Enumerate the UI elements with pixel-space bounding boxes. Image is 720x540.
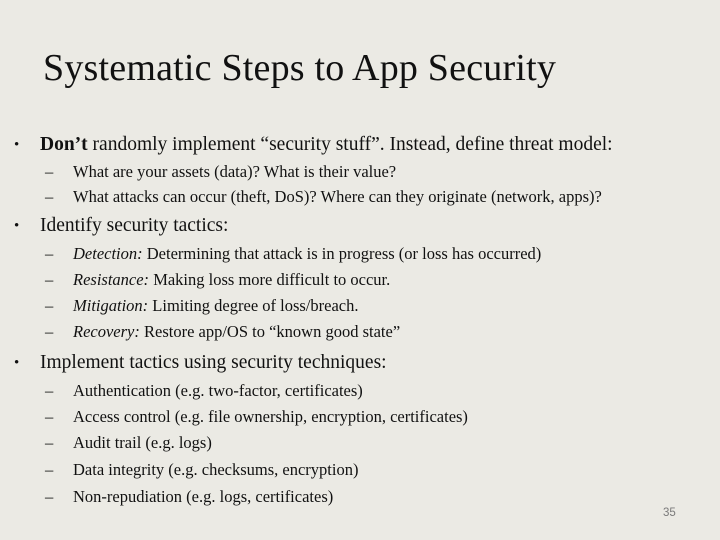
sub-bullet-text: Non-repudiation (e.g. logs, certificates) <box>73 487 334 506</box>
bullet-icon: • <box>14 137 20 153</box>
dash-icon: – <box>45 270 54 289</box>
tactic-description: Limiting degree of loss/breach. <box>148 296 359 315</box>
tactic-term: Resistance: <box>73 270 150 289</box>
sub-bullet-text: What are your assets (data)? What is their value? <box>73 162 397 181</box>
dash-icon: – <box>45 244 54 263</box>
sub-bullet-text <box>73 321 400 343</box>
dash-icon: – <box>45 460 54 479</box>
slide-title: Systematic Steps to App Security <box>43 47 557 89</box>
sub-bullet-text: Audit trail (e.g. logs) <box>73 433 212 452</box>
bullet-text: Implement tactics using security techniques: <box>40 352 387 373</box>
sub-bullet-text: What attacks can occur (theft, DoS)? Where can they originate (network, apps)? <box>73 187 602 206</box>
tactic-description: Making loss more difficult to occur. <box>149 270 391 289</box>
sub-bullet-text: Data integrity (e.g. checksums, encryption) <box>73 460 359 479</box>
tactic-term: Detection: <box>73 244 143 263</box>
page-number: 35 <box>663 507 676 519</box>
tactic-term: Mitigation: <box>73 296 149 315</box>
dash-icon: – <box>45 407 54 426</box>
tactic-description: Determining that attack is in progress (or loss has occurred) <box>142 244 542 263</box>
bullet-text <box>40 132 613 158</box>
dash-icon: – <box>45 487 54 506</box>
sub-bullet-text: Access control (e.g. file ownership, encryption, certificates) <box>73 407 468 426</box>
dash-icon: – <box>45 187 54 206</box>
dash-icon: – <box>45 433 54 452</box>
bullet-text: Identify security tactics: <box>40 215 229 236</box>
dash-icon: – <box>45 296 54 315</box>
bullet-text-rest: randomly implement “security stuff”. Instead, define threat model: <box>87 134 613 155</box>
bullet-emphasis: Don’t <box>40 134 88 155</box>
sub-bullet-text <box>73 269 390 291</box>
sub-bullet-text: Authentication (e.g. two-factor, certificates) <box>73 381 363 400</box>
tactic-description: Restore app/OS to “known good state” <box>139 322 401 341</box>
bullet-icon: • <box>14 218 20 234</box>
dash-icon: – <box>45 162 54 181</box>
tactic-term: Recovery: <box>73 322 140 341</box>
sub-bullet-text <box>73 243 541 265</box>
dash-icon: – <box>45 322 54 341</box>
sub-bullet-text <box>73 295 358 317</box>
bullet-icon: • <box>14 355 20 371</box>
dash-icon: – <box>45 381 54 400</box>
